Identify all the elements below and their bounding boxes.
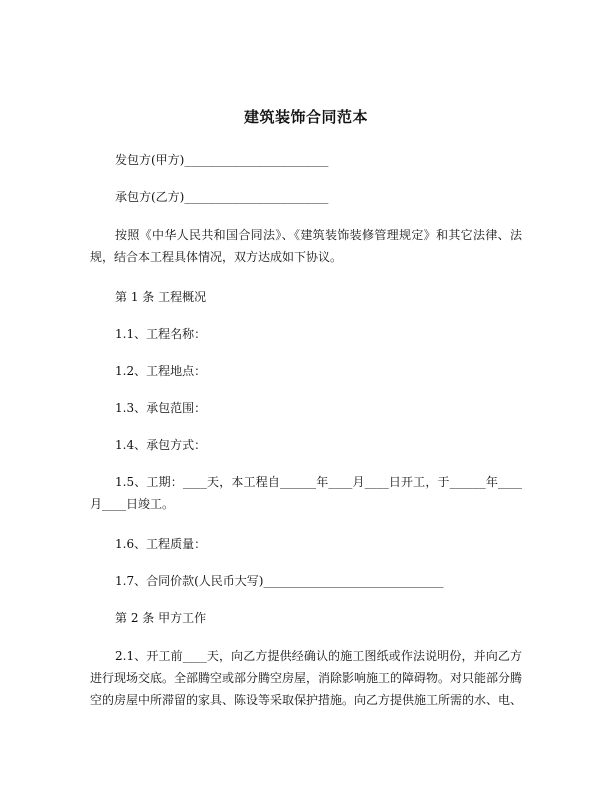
article-2-heading: 第 2 条 甲方工作 [115, 611, 207, 625]
item-1-1: 1.1、工程名称： [115, 327, 207, 341]
item-1-5: 1.5、工期：____天，本工程自______年____月____日开工，于______年____月____日竣工。 [90, 475, 522, 511]
contract-title: 建筑装饰合同范本 [243, 108, 368, 126]
item-1-4: 1.4、承包方式： [115, 438, 207, 452]
party-b-line: 承包方(乙方)________________________ [115, 190, 329, 204]
item-1-2: 1.2、工程地点： [115, 364, 207, 378]
intro-paragraph: 按照《中华人民共和国合同法》、《建筑装饰装修管理规定》和其它法律、法规，结合本工程具体情况，双方达成如下协议。 [90, 228, 522, 264]
party-a-line: 发包方(甲方)________________________ [115, 153, 329, 167]
item-1-6: 1.6、工程质量： [115, 537, 207, 551]
item-1-7: 1.7、合同价款(人民币大写)______________________________ [115, 574, 444, 588]
item-2-1: 2.1、开工前____天，向乙方提供经确认的施工图纸或作法说明份，并向乙方进行现场交底。全部腾空或部分腾空房屋，消除影响施工的障碍物。对只能部分腾空的房屋中所滞留的家具、陈设等采取保护措施。向乙方提供施工所需的水、电、 [90, 649, 523, 707]
article-1-heading: 第 1 条 工程概况 [115, 290, 207, 304]
item-1-3: 1.3、承包范围： [115, 401, 207, 415]
